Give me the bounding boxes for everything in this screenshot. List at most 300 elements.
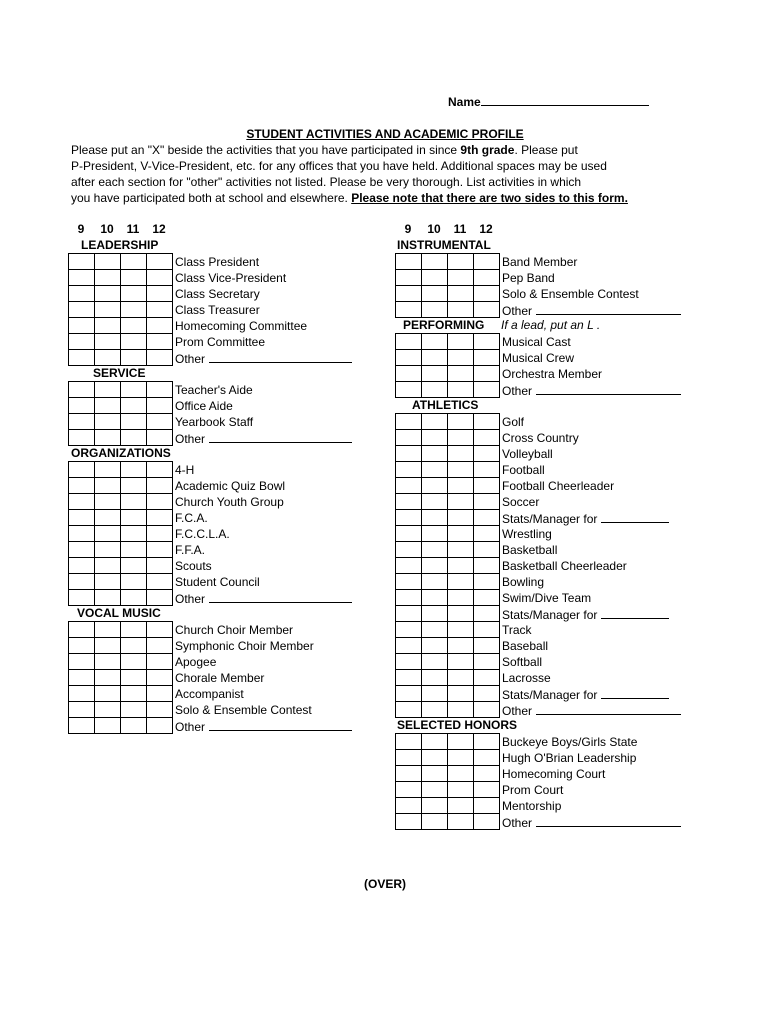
grade-12-checkbox[interactable] <box>473 429 500 446</box>
grade-9-checkbox[interactable] <box>395 621 422 638</box>
grade-11-checkbox[interactable] <box>120 573 147 590</box>
grade-11-checkbox[interactable] <box>120 253 147 270</box>
leadership-checkbox-row <box>68 317 172 334</box>
grade-12-checkbox[interactable] <box>473 669 500 686</box>
grade-11-checkbox[interactable] <box>447 461 474 478</box>
grade-12-checkbox[interactable] <box>473 461 500 478</box>
write-in-blank[interactable] <box>209 591 352 603</box>
grade-9-checkbox[interactable] <box>68 493 95 510</box>
write-in-blank[interactable] <box>601 511 669 523</box>
grade-9-checkbox[interactable] <box>68 589 95 606</box>
grade-10-checkbox[interactable] <box>421 605 448 622</box>
grade-11-checkbox[interactable] <box>447 685 474 702</box>
grade-11-checkbox[interactable] <box>447 749 474 766</box>
grade-12-checkbox[interactable] <box>473 605 500 622</box>
grade-10-checkbox[interactable] <box>421 557 448 574</box>
grade-9-checkbox[interactable] <box>395 509 422 526</box>
grade-12-checkbox[interactable] <box>473 701 500 718</box>
grade-12-checkbox[interactable] <box>146 285 173 302</box>
grade-9-checkbox[interactable] <box>395 413 422 430</box>
grade-11-checkbox[interactable] <box>447 797 474 814</box>
grade-9-checkbox[interactable] <box>68 285 95 302</box>
activity-text: Baseball <box>502 639 549 653</box>
leadership-checkbox-row <box>68 269 172 286</box>
grade-11-checkbox[interactable] <box>120 701 147 718</box>
grade-12-checkbox[interactable] <box>146 653 173 670</box>
grade-12-checkbox[interactable] <box>146 525 173 542</box>
grade-9: 9 <box>404 222 412 236</box>
grade-9-checkbox[interactable] <box>395 781 422 798</box>
grade-11-checkbox[interactable] <box>120 653 147 670</box>
grade-11-checkbox[interactable] <box>447 541 474 558</box>
grade-12-checkbox[interactable] <box>473 381 500 398</box>
grade-11-checkbox[interactable] <box>120 717 147 734</box>
grade-12-checkbox[interactable] <box>473 621 500 638</box>
grade-10-checkbox[interactable] <box>94 589 121 606</box>
grade-12-checkbox[interactable] <box>146 429 173 446</box>
grade-10-checkbox[interactable] <box>421 685 448 702</box>
activity-label <box>502 463 545 477</box>
write-in-blank[interactable] <box>209 431 352 443</box>
grade-9-checkbox[interactable] <box>395 589 422 606</box>
grade-9-checkbox[interactable] <box>395 701 422 718</box>
grade-9-checkbox[interactable] <box>395 813 422 830</box>
grade-12-checkbox[interactable] <box>473 637 500 654</box>
grade-12-checkbox[interactable] <box>473 813 500 830</box>
grade-10-checkbox[interactable] <box>94 493 121 510</box>
grade-9-checkbox[interactable] <box>68 637 95 654</box>
grade-10-checkbox[interactable] <box>94 461 121 478</box>
athletics-checkbox-row <box>395 541 499 558</box>
grade-10-checkbox[interactable] <box>421 637 448 654</box>
activity-text: Band Member <box>502 255 578 269</box>
grade-11-checkbox[interactable] <box>447 365 474 382</box>
grade-9-checkbox[interactable] <box>68 525 95 542</box>
grade-12-checkbox[interactable] <box>146 669 173 686</box>
grade-9-checkbox[interactable] <box>395 461 422 478</box>
grade-10-checkbox[interactable] <box>421 493 448 510</box>
grade-12-checkbox[interactable] <box>473 269 500 286</box>
vocal-checkbox-row <box>68 717 172 734</box>
grade-11-checkbox[interactable] <box>447 477 474 494</box>
grade-10-checkbox[interactable] <box>94 285 121 302</box>
grade-10-checkbox[interactable] <box>421 477 448 494</box>
section-athletics: ATHLETICS <box>412 398 479 412</box>
grade-10-checkbox[interactable] <box>94 397 121 414</box>
grade-11-checkbox[interactable] <box>447 413 474 430</box>
grade-10-checkbox[interactable] <box>421 749 448 766</box>
grade-11-checkbox[interactable] <box>447 333 474 350</box>
grade-12-checkbox[interactable] <box>473 477 500 494</box>
grade-9-checkbox[interactable] <box>68 509 95 526</box>
grade-12-checkbox[interactable] <box>146 349 173 366</box>
grade-9-checkbox[interactable] <box>395 493 422 510</box>
grade-10-checkbox[interactable] <box>94 637 121 654</box>
grade-12-checkbox[interactable] <box>473 733 500 750</box>
grade-12-checkbox[interactable] <box>146 621 173 638</box>
grade-11-checkbox[interactable] <box>447 557 474 574</box>
grade-9-checkbox[interactable] <box>395 253 422 270</box>
grade-11-checkbox[interactable] <box>447 621 474 638</box>
grade-11-checkbox[interactable] <box>120 541 147 558</box>
grade-10-checkbox[interactable] <box>421 413 448 430</box>
write-in-blank[interactable] <box>601 607 669 619</box>
grade-10-checkbox[interactable] <box>421 461 448 478</box>
grade-12-checkbox[interactable] <box>473 749 500 766</box>
grade-12-checkbox[interactable] <box>146 253 173 270</box>
leadership-checkbox-row <box>68 253 172 270</box>
grade-9-checkbox[interactable] <box>395 301 422 318</box>
grade-9-checkbox[interactable] <box>395 541 422 558</box>
grade-11-checkbox[interactable] <box>447 605 474 622</box>
grade-9-checkbox[interactable] <box>395 669 422 686</box>
grade-11-checkbox[interactable] <box>447 445 474 462</box>
grade-10-checkbox[interactable] <box>421 701 448 718</box>
grade-10-checkbox[interactable] <box>421 269 448 286</box>
grade-10-checkbox[interactable] <box>94 717 121 734</box>
grade-11-checkbox[interactable] <box>120 557 147 574</box>
grade-11-checkbox[interactable] <box>447 381 474 398</box>
grade-9-checkbox[interactable] <box>68 685 95 702</box>
grade-12-checkbox[interactable] <box>146 557 173 574</box>
grade-9-checkbox[interactable] <box>68 397 95 414</box>
vocal-checkbox-row <box>68 701 172 718</box>
activity-label <box>175 655 216 669</box>
grade-10-checkbox[interactable] <box>421 525 448 542</box>
grade-10-checkbox[interactable] <box>94 621 121 638</box>
name-blank[interactable] <box>481 94 649 106</box>
grade-9-checkbox[interactable] <box>395 797 422 814</box>
grade-11-checkbox[interactable] <box>120 685 147 702</box>
grade-9-checkbox[interactable] <box>395 557 422 574</box>
grade-10-checkbox[interactable] <box>94 701 121 718</box>
grade-11-checkbox[interactable] <box>120 525 147 542</box>
grade-12-checkbox[interactable] <box>473 685 500 702</box>
grade-12-checkbox[interactable] <box>146 541 173 558</box>
grade-10-checkbox[interactable] <box>94 653 121 670</box>
grade-10-checkbox[interactable] <box>421 301 448 318</box>
grade-11-checkbox[interactable] <box>120 461 147 478</box>
grade-10-checkbox[interactable] <box>421 285 448 302</box>
grade-11-checkbox[interactable] <box>447 301 474 318</box>
grade-12-checkbox[interactable] <box>473 301 500 318</box>
grade-11-checkbox[interactable] <box>120 397 147 414</box>
grade-10-checkbox[interactable] <box>94 525 121 542</box>
activity-text: Church Youth Group <box>175 495 284 509</box>
grade-11-checkbox[interactable] <box>447 813 474 830</box>
grade-12-checkbox[interactable] <box>146 573 173 590</box>
grade-10-checkbox[interactable] <box>421 589 448 606</box>
honors-checkbox-row <box>395 749 499 766</box>
grade-10-checkbox[interactable] <box>94 573 121 590</box>
grade-10-checkbox[interactable] <box>421 781 448 798</box>
grade-9-checkbox[interactable] <box>395 445 422 462</box>
grade-11-checkbox[interactable] <box>120 509 147 526</box>
section-service: SERVICE <box>93 366 146 380</box>
grade-10-checkbox[interactable] <box>94 381 121 398</box>
grade-12-checkbox[interactable] <box>473 557 500 574</box>
grade-12-checkbox[interactable] <box>473 253 500 270</box>
name-field[interactable] <box>448 94 649 109</box>
grade-11-checkbox[interactable] <box>120 621 147 638</box>
honors-checkbox-row <box>395 781 499 798</box>
grade-9-checkbox[interactable] <box>68 333 95 350</box>
grade-11-checkbox[interactable] <box>447 253 474 270</box>
grade-11-checkbox[interactable] <box>120 589 147 606</box>
grade-10-checkbox[interactable] <box>94 317 121 334</box>
grade-11-checkbox[interactable] <box>447 349 474 366</box>
activity-label <box>502 383 681 398</box>
grade-9-checkbox[interactable] <box>395 285 422 302</box>
grade-9-checkbox[interactable] <box>68 301 95 318</box>
write-in-blank[interactable] <box>209 719 352 731</box>
grade-9-checkbox[interactable] <box>395 605 422 622</box>
grade-10-checkbox[interactable] <box>94 413 121 430</box>
performing-note: If a lead, put an L . <box>501 318 601 332</box>
grade-12-checkbox[interactable] <box>473 525 500 542</box>
grade-11-checkbox[interactable] <box>120 381 147 398</box>
activity-text: Hugh O'Brian Leadership <box>502 751 637 765</box>
grade-9-checkbox[interactable] <box>395 381 422 398</box>
grade-12: 12 <box>152 222 166 236</box>
grade-10-checkbox[interactable] <box>94 429 121 446</box>
service-checkbox-row <box>68 429 172 446</box>
instrumental-checkbox-row <box>395 269 499 286</box>
grade-9-checkbox[interactable] <box>395 429 422 446</box>
grade-10-checkbox[interactable] <box>421 365 448 382</box>
grade-12-checkbox[interactable] <box>146 301 173 318</box>
grade-11-checkbox[interactable] <box>447 701 474 718</box>
grade-11-checkbox[interactable] <box>120 637 147 654</box>
grade-12-checkbox[interactable] <box>473 365 500 382</box>
grade-10-checkbox[interactable] <box>421 733 448 750</box>
grade-10-checkbox[interactable] <box>421 669 448 686</box>
grade-9-checkbox[interactable] <box>395 685 422 702</box>
grade-9-checkbox[interactable] <box>68 557 95 574</box>
grade-12-checkbox[interactable] <box>473 781 500 798</box>
grade-11-checkbox[interactable] <box>447 637 474 654</box>
grade-12-checkbox[interactable] <box>473 333 500 350</box>
grade-10-checkbox[interactable] <box>421 349 448 366</box>
grade-9-checkbox[interactable] <box>395 573 422 590</box>
grade-9-checkbox[interactable] <box>68 701 95 718</box>
activity-text: Class Vice-President <box>175 271 287 285</box>
grade-10-checkbox[interactable] <box>421 797 448 814</box>
grade-11-checkbox[interactable] <box>120 413 147 430</box>
grade-11-checkbox[interactable] <box>120 477 147 494</box>
grade-12-checkbox[interactable] <box>146 461 173 478</box>
grade-11-checkbox[interactable] <box>447 509 474 526</box>
grade-11-checkbox[interactable] <box>447 285 474 302</box>
vocal-checkbox-row <box>68 685 172 702</box>
grade-12-checkbox[interactable] <box>146 381 173 398</box>
write-in-blank[interactable] <box>536 303 681 315</box>
grade-9: 9 <box>77 222 85 236</box>
grade-9-checkbox[interactable] <box>68 349 95 366</box>
grade-11-checkbox[interactable] <box>120 669 147 686</box>
grade-9-checkbox[interactable] <box>395 349 422 366</box>
grade-10-checkbox[interactable] <box>421 653 448 670</box>
grade-12-checkbox[interactable] <box>146 509 173 526</box>
grade-12-checkbox[interactable] <box>146 685 173 702</box>
grade-10-checkbox[interactable] <box>94 509 121 526</box>
grade-9-checkbox[interactable] <box>68 461 95 478</box>
grade-12-checkbox[interactable] <box>473 445 500 462</box>
grade-11-checkbox[interactable] <box>447 589 474 606</box>
grade-12-checkbox[interactable] <box>146 269 173 286</box>
write-in-blank[interactable] <box>209 351 352 363</box>
grade-11-checkbox[interactable] <box>120 333 147 350</box>
vocal-checkbox-row <box>68 637 172 654</box>
grade-9-checkbox[interactable] <box>395 765 422 782</box>
grade-9-checkbox[interactable] <box>68 413 95 430</box>
activity-text: Teacher's Aide <box>175 383 253 397</box>
grade-9-checkbox[interactable] <box>395 269 422 286</box>
grade-10-checkbox[interactable] <box>421 541 448 558</box>
grade-10-checkbox[interactable] <box>94 333 121 350</box>
grade-10-checkbox[interactable] <box>94 253 121 270</box>
grade-10-checkbox[interactable] <box>421 621 448 638</box>
activity-text: Swim/Dive Team <box>502 591 592 605</box>
grade-9-checkbox[interactable] <box>395 477 422 494</box>
grade-12-checkbox[interactable] <box>146 413 173 430</box>
grade-10-checkbox[interactable] <box>94 349 121 366</box>
activity-text: Prom Committee <box>175 335 266 349</box>
grade-10-checkbox[interactable] <box>94 477 121 494</box>
grade-11-checkbox[interactable] <box>447 573 474 590</box>
activity-text: Prom Court <box>502 783 564 797</box>
grade-12-checkbox[interactable] <box>473 349 500 366</box>
athletics-checkbox-row <box>395 621 499 638</box>
grade-11-checkbox[interactable] <box>120 301 147 318</box>
grade-11-checkbox[interactable] <box>120 285 147 302</box>
activity-label <box>502 703 681 718</box>
activity-label <box>502 543 557 557</box>
grade-11-checkbox[interactable] <box>447 269 474 286</box>
grade-10-checkbox[interactable] <box>94 269 121 286</box>
grade-10-checkbox[interactable] <box>94 557 121 574</box>
grade-12-checkbox[interactable] <box>146 589 173 606</box>
grade-12-checkbox[interactable] <box>146 397 173 414</box>
grade-12-checkbox[interactable] <box>146 637 173 654</box>
activity-text: Academic Quiz Bowl <box>175 479 286 493</box>
grade-11-checkbox[interactable] <box>447 765 474 782</box>
grade-10-checkbox[interactable] <box>421 253 448 270</box>
activity-label <box>502 735 637 749</box>
grade-9-checkbox[interactable] <box>68 573 95 590</box>
grade-12-checkbox[interactable] <box>146 717 173 734</box>
activity-label <box>502 623 532 637</box>
grade-11-checkbox[interactable] <box>120 269 147 286</box>
grade-9-checkbox[interactable] <box>395 653 422 670</box>
write-in-blank[interactable] <box>536 383 681 395</box>
grade-9-checkbox[interactable] <box>68 317 95 334</box>
grade-10-checkbox[interactable] <box>421 429 448 446</box>
grade-11-checkbox[interactable] <box>120 349 147 366</box>
grade-11-checkbox[interactable] <box>447 653 474 670</box>
grade-9-checkbox[interactable] <box>395 749 422 766</box>
grade-12-checkbox[interactable] <box>146 701 173 718</box>
grade-9-checkbox[interactable] <box>395 365 422 382</box>
section-instrumental: INSTRUMENTAL <box>397 238 491 252</box>
grade-9-checkbox[interactable] <box>68 669 95 686</box>
grade-10-checkbox[interactable] <box>94 541 121 558</box>
grade-9-checkbox[interactable] <box>68 269 95 286</box>
grade-11-checkbox[interactable] <box>120 429 147 446</box>
grade-12-checkbox[interactable] <box>146 333 173 350</box>
grade-11-checkbox[interactable] <box>447 733 474 750</box>
write-in-blank[interactable] <box>536 815 681 827</box>
grade-11-checkbox[interactable] <box>120 493 147 510</box>
grade-9-checkbox[interactable] <box>68 429 95 446</box>
grade-9-checkbox[interactable] <box>68 653 95 670</box>
grade-11-checkbox[interactable] <box>447 781 474 798</box>
activity-label <box>175 271 286 285</box>
grade-10-checkbox[interactable] <box>421 445 448 462</box>
grade-9-checkbox[interactable] <box>395 733 422 750</box>
grade-10-checkbox[interactable] <box>421 813 448 830</box>
activity-label <box>175 319 307 333</box>
grade-11-checkbox[interactable] <box>447 669 474 686</box>
grade-9-checkbox[interactable] <box>395 525 422 542</box>
grade-10-checkbox[interactable] <box>94 301 121 318</box>
grade-12-checkbox[interactable] <box>146 317 173 334</box>
grade-9-checkbox[interactable] <box>68 477 95 494</box>
grade-9-checkbox[interactable] <box>68 253 95 270</box>
grade-12-checkbox[interactable] <box>473 413 500 430</box>
write-in-blank[interactable] <box>536 703 681 715</box>
grade-11-checkbox[interactable] <box>120 317 147 334</box>
grade-9-checkbox[interactable] <box>68 621 95 638</box>
grade-9-checkbox[interactable] <box>68 717 95 734</box>
activity-text: Soccer <box>502 495 540 509</box>
grade-12-checkbox[interactable] <box>473 653 500 670</box>
activity-text: 4-H <box>175 463 195 477</box>
grade-10-checkbox[interactable] <box>94 669 121 686</box>
grade-9-checkbox[interactable] <box>395 333 422 350</box>
grade-12-checkbox[interactable] <box>473 573 500 590</box>
grade-12-checkbox[interactable] <box>473 509 500 526</box>
activity-text: Stats/Manager for <box>502 512 598 526</box>
grade-11-checkbox[interactable] <box>447 429 474 446</box>
grade-10-checkbox[interactable] <box>94 685 121 702</box>
grade-12-checkbox[interactable] <box>473 765 500 782</box>
grade-12-checkbox[interactable] <box>473 285 500 302</box>
grade-12-checkbox[interactable] <box>146 493 173 510</box>
grade-10-checkbox[interactable] <box>421 509 448 526</box>
grade-11-checkbox[interactable] <box>447 493 474 510</box>
activity-label <box>175 399 233 413</box>
grade-10-checkbox[interactable] <box>421 333 448 350</box>
grade-11-checkbox[interactable] <box>447 525 474 542</box>
grade-10-checkbox[interactable] <box>421 573 448 590</box>
activity-label <box>502 783 563 797</box>
grade-10-checkbox[interactable] <box>421 765 448 782</box>
grade-12-checkbox[interactable] <box>473 493 500 510</box>
activity-text: Other <box>175 720 206 734</box>
write-in-blank[interactable] <box>601 687 669 699</box>
grade-10-checkbox[interactable] <box>421 381 448 398</box>
activity-text: Accompanist <box>175 687 244 701</box>
grade-9-checkbox[interactable] <box>68 541 95 558</box>
section-organizations: ORGANIZATIONS <box>71 446 171 460</box>
grade-12-checkbox[interactable] <box>146 477 173 494</box>
grade-12-checkbox[interactable] <box>473 797 500 814</box>
grade-12-checkbox[interactable] <box>473 541 500 558</box>
grade-12-checkbox[interactable] <box>473 589 500 606</box>
grade-9-checkbox[interactable] <box>68 381 95 398</box>
grade-9-checkbox[interactable] <box>395 637 422 654</box>
